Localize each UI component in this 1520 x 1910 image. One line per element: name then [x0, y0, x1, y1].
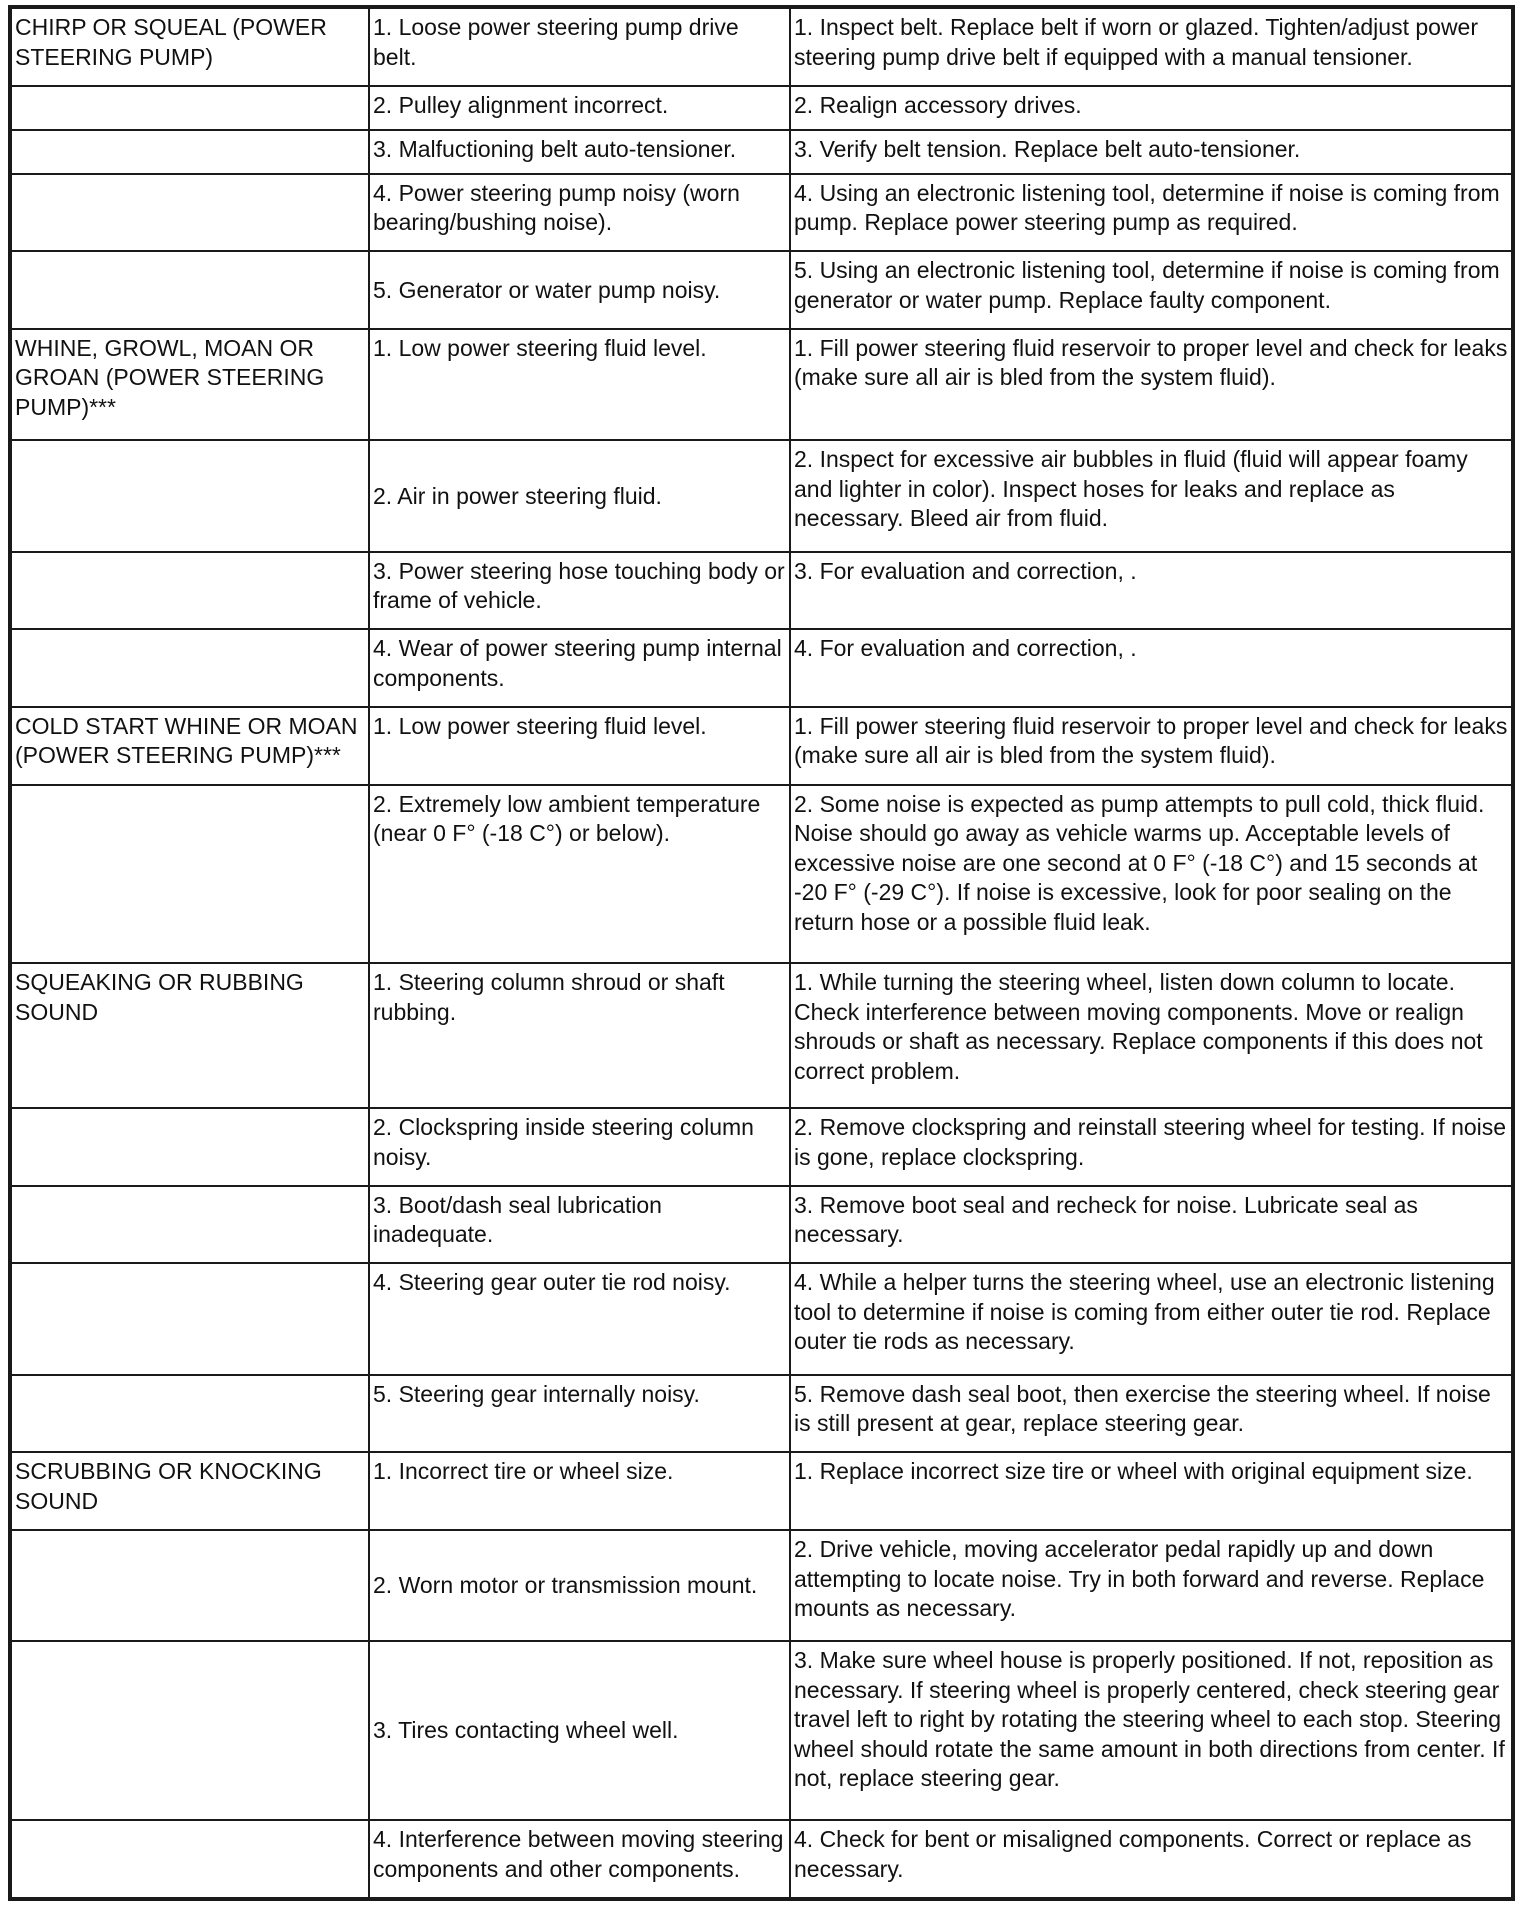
cause-cell: 1. Low power steering fluid level. — [369, 329, 790, 440]
table-row — [10, 1263, 1513, 1374]
correction-cell: 3. For evaluation and correction, . — [790, 552, 1513, 630]
cause-cell: 3. Malfuctioning belt auto-tensioner. — [369, 130, 790, 174]
correction-cell: 4. Check for bent or misaligned components. Correct or replace as necessary. — [790, 1820, 1513, 1899]
table-row — [10, 1186, 1513, 1264]
correction-cell: 3. Remove boot seal and recheck for noise. Lubricate seal as necessary. — [790, 1186, 1513, 1264]
table-row — [10, 707, 1513, 785]
table-row — [10, 785, 1513, 964]
condition-cell — [10, 552, 369, 630]
table-row — [10, 1108, 1513, 1186]
condition-cell — [10, 1186, 369, 1264]
table-row — [10, 1820, 1513, 1899]
condition-cell — [10, 629, 369, 707]
cause-cell: 3. Tires contacting wheel well. — [369, 1641, 790, 1820]
condition-cell — [10, 1820, 369, 1899]
correction-cell: 1. Replace incorrect size tire or wheel with original equipment size. — [790, 1452, 1513, 1530]
condition-cell — [10, 251, 369, 329]
cause-cell: 2. Extremely low ambient temperature (near 0 F° (-18 C°) or below). — [369, 785, 790, 964]
condition-cell: SCRUBBING OR KNOCKING SOUND — [10, 1452, 369, 1530]
condition-cell: CHIRP OR SQUEAL (POWER STEERING PUMP) — [10, 7, 369, 86]
correction-cell: 5. Using an electronic listening tool, determine if noise is coming from generator or water pump. Replace faulty component. — [790, 251, 1513, 329]
correction-cell: 2. Remove clockspring and reinstall steering wheel for testing. If noise is gone, replace clockspring. — [790, 1108, 1513, 1186]
table-row — [10, 629, 1513, 707]
cause-cell: 2. Pulley alignment incorrect. — [369, 86, 790, 130]
condition-cell — [10, 785, 369, 964]
cause-cell: 5. Steering gear internally noisy. — [369, 1375, 790, 1453]
condition-cell: SQUEAKING OR RUBBING SOUND — [10, 963, 369, 1108]
table-row — [10, 86, 1513, 130]
correction-cell: 1. Fill power steering fluid reservoir to proper level and check for leaks (make sure all air is bled from the system fluid). — [790, 707, 1513, 785]
table-row — [10, 1375, 1513, 1453]
correction-cell: 2. Drive vehicle, moving accelerator pedal rapidly up and down attempting to locate noise. Try in both forward and reverse. Replace mounts as necessary. — [790, 1530, 1513, 1641]
cause-cell: 2. Air in power steering fluid. — [369, 440, 790, 551]
correction-cell: 1. While turning the steering wheel, listen down column to locate. Check interference between moving components. Move or realign shrouds or shaft as necessary. Replace components if this does not correct problem. — [790, 963, 1513, 1108]
condition-cell — [10, 1375, 369, 1453]
table-row — [10, 440, 1513, 551]
correction-cell: 4. While a helper turns the steering wheel, use an electronic listening tool to determine if noise is coming from either outer tie rod. Replace outer tie rods as necessary. — [790, 1263, 1513, 1374]
cause-cell: 4. Interference between moving steering components and other components. — [369, 1820, 790, 1899]
table-row — [10, 1530, 1513, 1641]
cause-cell: 4. Steering gear outer tie rod noisy. — [369, 1263, 790, 1374]
cause-cell: 3. Power steering hose touching body or frame of vehicle. — [369, 552, 790, 630]
condition-cell — [10, 130, 369, 174]
cause-cell: 1. Loose power steering pump drive belt. — [369, 7, 790, 86]
correction-cell: 1. Inspect belt. Replace belt if worn or glazed. Tighten/adjust power steering pump drive belt if equipped with a manual tensioner. — [790, 7, 1513, 86]
table-row — [10, 552, 1513, 630]
condition-cell — [10, 174, 369, 252]
correction-cell: 4. For evaluation and correction, . — [790, 629, 1513, 707]
condition-cell — [10, 440, 369, 551]
cause-cell: 3. Boot/dash seal lubrication inadequate. — [369, 1186, 790, 1264]
cause-cell: 4. Power steering pump noisy (worn bearing/bushing noise). — [369, 174, 790, 252]
condition-cell — [10, 1108, 369, 1186]
table-row — [10, 1641, 1513, 1820]
correction-cell: 1. Fill power steering fluid reservoir to proper level and check for leaks (make sure all air is bled from the system fluid). — [790, 329, 1513, 440]
condition-cell — [10, 1263, 369, 1374]
table-row — [10, 329, 1513, 440]
correction-cell: 4. Using an electronic listening tool, determine if noise is coming from pump. Replace power steering pump as required. — [790, 174, 1513, 252]
correction-cell: 2. Some noise is expected as pump attempts to pull cold, thick fluid. Noise should go away as vehicle warms up. Acceptable levels of excessive noise are one second at 0 F° (-18 C°) and 15 seconds at -20 F° (-29 C°). If noise is excessive, look for poor sealing on the return hose or a possible fluid leak. — [790, 785, 1513, 964]
correction-cell: 5. Remove dash seal boot, then exercise the steering wheel. If noise is still present at gear, replace steering gear. — [790, 1375, 1513, 1453]
condition-cell — [10, 1641, 369, 1820]
table-row — [10, 174, 1513, 252]
correction-cell: 3. Verify belt tension. Replace belt auto-tensioner. — [790, 130, 1513, 174]
correction-cell: 2. Inspect for excessive air bubbles in fluid (fluid will appear foamy and lighter in color). Inspect hoses for leaks and replace as necessary. Bleed air from fluid. — [790, 440, 1513, 551]
diagnosis-table — [8, 5, 1515, 1901]
condition-cell: COLD START WHINE OR MOAN (POWER STEERING PUMP)*** — [10, 707, 369, 785]
condition-cell — [10, 1530, 369, 1641]
cause-cell: 1. Incorrect tire or wheel size. — [369, 1452, 790, 1530]
correction-cell: 2. Realign accessory drives. — [790, 86, 1513, 130]
cause-cell: 2. Worn motor or transmission mount. — [369, 1530, 790, 1641]
cause-cell: 1. Low power steering fluid level. — [369, 707, 790, 785]
correction-cell: 3. Make sure wheel house is properly positioned. If not, reposition as necessary. If steering wheel is properly centered, check steering gear travel left to right by rotating the steering wheel to each stop. Steering wheel should rotate the same amount in both directions from center. If not, replace steering gear. — [790, 1641, 1513, 1820]
table-row — [10, 251, 1513, 329]
cause-cell: 4. Wear of power steering pump internal components. — [369, 629, 790, 707]
table-row — [10, 1452, 1513, 1530]
table-row — [10, 7, 1513, 86]
cause-cell: 1. Steering column shroud or shaft rubbing. — [369, 963, 790, 1108]
condition-cell: WHINE, GROWL, MOAN OR GROAN (POWER STEERING PUMP)*** — [10, 329, 369, 440]
condition-cell — [10, 86, 369, 130]
table-row — [10, 130, 1513, 174]
cause-cell: 2. Clockspring inside steering column noisy. — [369, 1108, 790, 1186]
cause-cell: 5. Generator or water pump noisy. — [369, 251, 790, 329]
table-row — [10, 963, 1513, 1108]
